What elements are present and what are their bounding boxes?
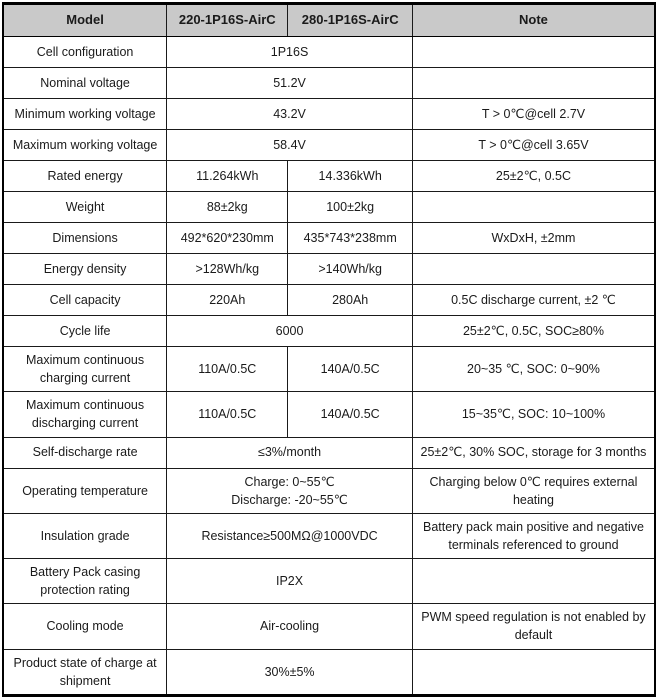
table-row [3,223,655,254]
value-cell-merged: 58.4V [167,130,413,161]
value-cell-model-220: >128Wh/kg [167,254,288,285]
table-row [3,37,655,68]
value-cell-merged: 1P16S [167,37,413,68]
table-row [3,392,655,437]
value-cell-merged: 6000 [167,316,413,347]
note-cell: 15~35℃, SOC: 10~100% [412,392,655,437]
cell-text-line: PWM speed regulation is not enabled by [421,610,646,625]
table-row [3,285,655,316]
cell-text-line: Battery pack main positive and negative [422,519,644,534]
value-cell-model-280: >140Wh/kg [288,254,413,285]
table-row [3,513,655,558]
table-row [3,192,655,223]
table-row [3,161,655,192]
cell-text-line: terminals referenced to ground [448,537,619,552]
table-row [3,559,655,604]
header-cell-model-280: 280-1P16S-AirC [288,4,413,37]
value-cell-model-220: 110A/0.5C [167,392,288,437]
value-cell-merged: Resistance≥500MΩ@1000VDC [167,513,413,558]
cell-text-line: Maximum continuous [26,353,145,367]
table-row [3,347,655,392]
table-row [3,254,655,285]
note-cell [412,254,655,285]
cell-text-line: Maximum continuous [26,398,145,413]
table-row [3,68,655,99]
value-cell-merged: Air-cooling [167,604,413,649]
value-cell-model-220: 11.264kWh [167,161,288,192]
table-row [3,649,655,695]
row-label-cell: Operating temperature [3,468,167,513]
table-row [3,604,655,649]
note-cell [412,513,655,558]
row-label-cell [3,347,167,392]
cell-text-line: shipment [59,673,111,688]
value-cell-model-280: 140A/0.5C [288,347,413,392]
battery-spec-table [2,2,656,697]
note-cell: 25±2℃, 30% SOC, storage for 3 months [412,437,655,468]
note-cell: WxDxH, ±2mm [412,223,655,254]
row-label-cell: Cooling mode [3,604,167,649]
value-cell-merged [167,468,413,513]
value-cell-model-280: 140A/0.5C [288,392,413,437]
note-cell: T > 0℃@cell 2.7V [412,99,655,130]
value-cell-model-280: 100±2kg [288,192,413,223]
row-label-cell: Cell configuration [3,37,167,68]
row-label-cell [3,392,167,437]
value-cell-model-220: 220Ah [167,285,288,316]
cell-text-line: heating [512,492,554,507]
row-label-cell: Cell capacity [3,285,167,316]
table-body [3,37,655,696]
note-cell: 25±2℃, 0.5C [412,161,655,192]
value-cell-model-280: 280Ah [288,285,413,316]
cell-text-line: default [514,628,553,643]
header-cell-model: Model [3,4,167,37]
value-cell-model-220: 492*620*230mm [167,223,288,254]
row-label-cell: Weight [3,192,167,223]
note-cell [412,559,655,604]
row-label-cell: Rated energy [3,161,167,192]
note-cell [412,68,655,99]
note-cell: 0.5C discharge current, ±2 ℃ [412,285,655,316]
table-row [3,130,655,161]
row-label-cell: Maximum working voltage [3,130,167,161]
cell-text-line: Charge: 0~55℃ [244,474,335,489]
row-label-cell: Energy density [3,254,167,285]
note-cell [412,649,655,695]
table-row [3,99,655,130]
cell-text-line: Charging below 0℃ requires external [429,474,638,489]
table-row [3,468,655,513]
table-row [3,437,655,468]
value-cell-merged: ≤3%/month [167,437,413,468]
cell-text-line: charging current [39,371,131,386]
table-row [3,316,655,347]
note-cell [412,37,655,68]
row-label-cell [3,559,167,604]
header-cell-note: Note [412,4,655,37]
value-cell-model-280: 14.336kWh [288,161,413,192]
row-label-cell [3,649,167,695]
row-label-cell: Dimensions [3,223,167,254]
value-cell-merged: 30%±5% [167,649,413,695]
value-cell-model-220: 110A/0.5C [167,347,288,392]
note-cell [412,604,655,649]
row-label-cell: Nominal voltage [3,68,167,99]
cell-text-line: Discharge: -20~55℃ [231,492,348,507]
cell-text-line: protection rating [40,583,130,598]
value-cell-merged: 43.2V [167,99,413,130]
header-cell-model-220: 220-1P16S-AirC [167,4,288,37]
row-label-cell: Self-discharge rate [3,437,167,468]
value-cell-merged: 51.2V [167,68,413,99]
table-header [3,4,655,37]
note-cell: 20~35 ℃, SOC: 0~90% [412,347,655,392]
header-row [3,4,655,37]
cell-text-line: Product state of charge at [13,655,157,670]
note-cell: 25±2℃, 0.5C, SOC≥80% [412,316,655,347]
note-cell [412,192,655,223]
value-cell-model-280: 435*743*238mm [288,223,413,254]
value-cell-merged: IP2X [167,559,413,604]
cell-text-line: Battery Pack casing [29,565,141,579]
value-cell-model-220: 88±2kg [167,192,288,223]
row-label-cell: Cycle life [3,316,167,347]
note-cell [412,468,655,513]
note-cell: T > 0℃@cell 3.65V [412,130,655,161]
cell-text-line: discharging current [31,416,139,431]
row-label-cell: Minimum working voltage [3,99,167,130]
row-label-cell: Insulation grade [3,513,167,558]
